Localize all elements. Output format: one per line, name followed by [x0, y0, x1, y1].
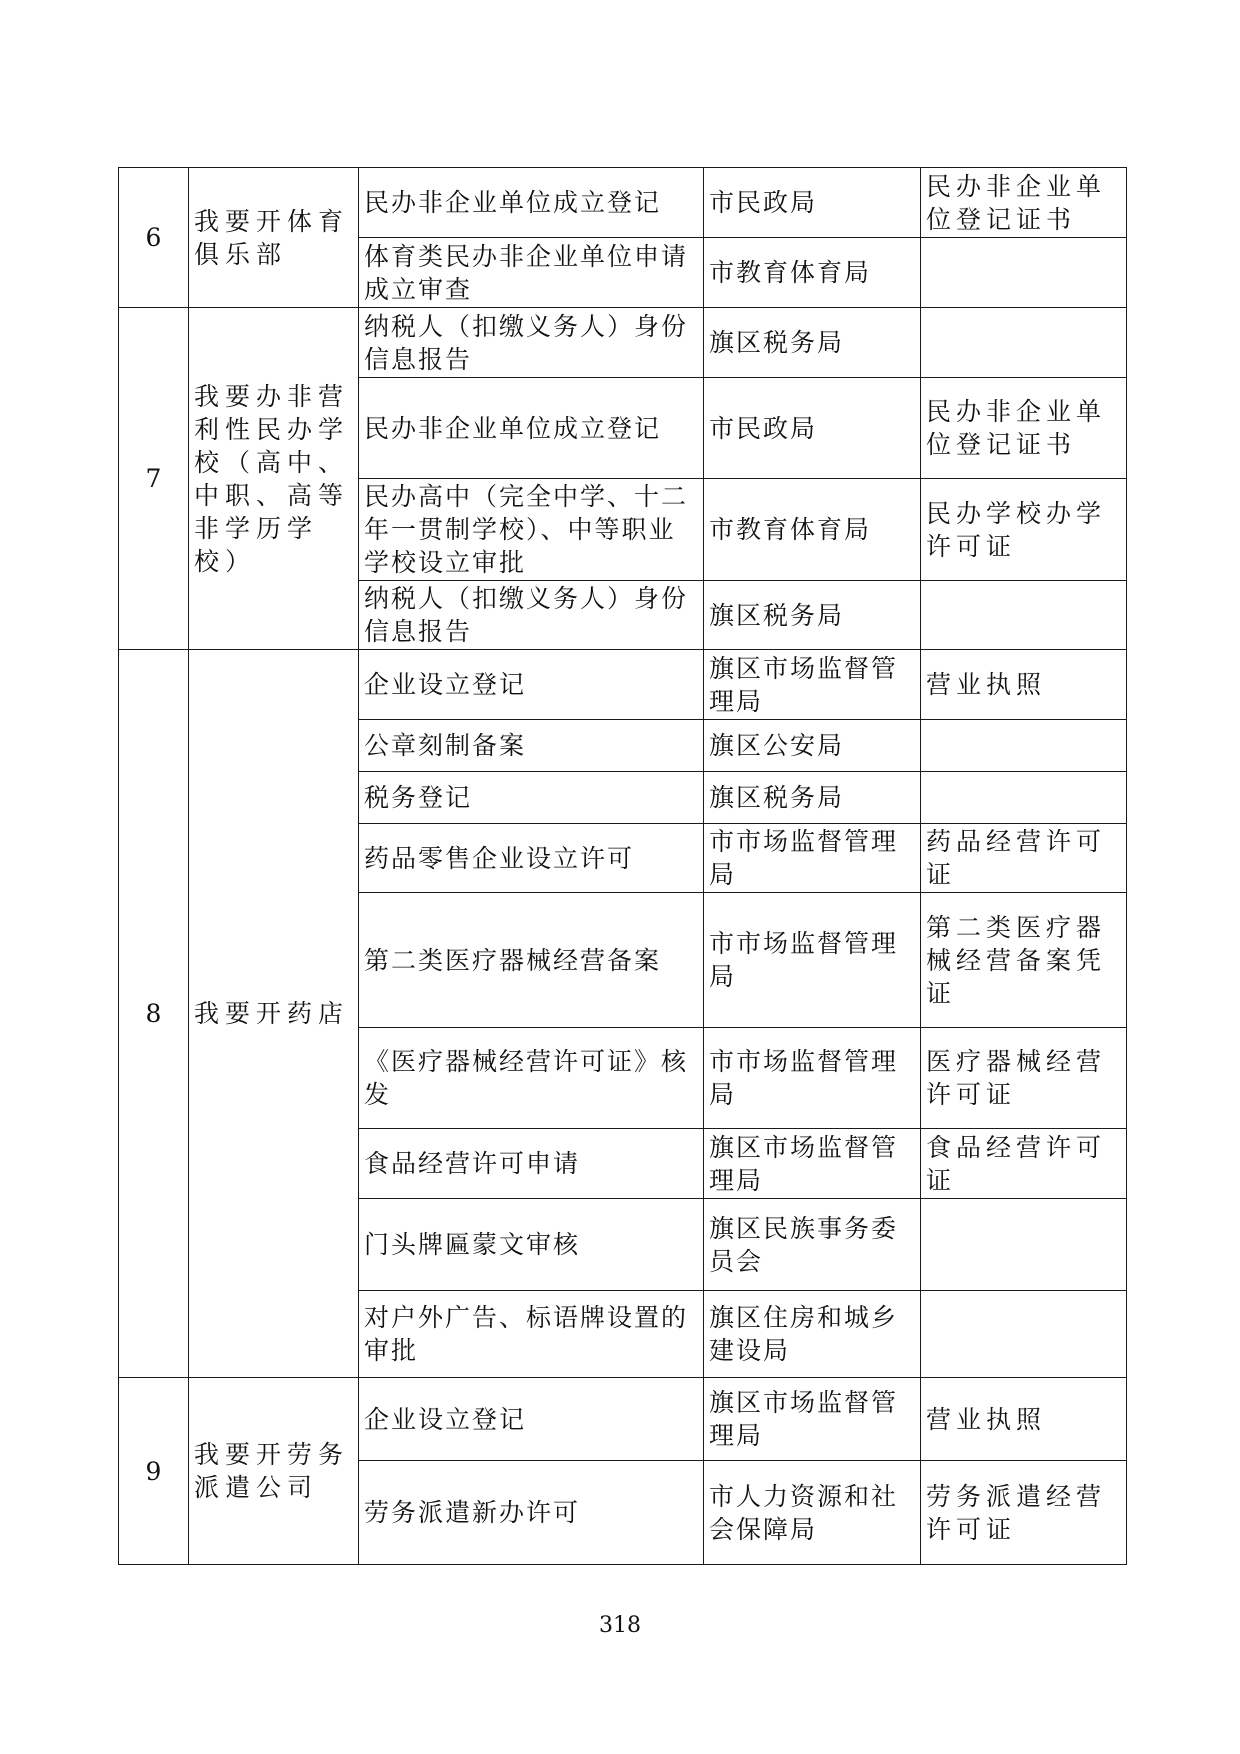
department-cell: 市民政局 — [704, 378, 921, 479]
row-number-cell: 8 — [119, 650, 189, 1378]
certificate-cell — [921, 772, 1127, 824]
matter-cell: 民办非企业单位成立登记 — [359, 168, 704, 238]
row-number-cell: 6 — [119, 168, 189, 308]
matter-cell: 企业设立登记 — [359, 1378, 704, 1461]
department-cell: 旗区市场监督管理局 — [704, 1129, 921, 1199]
matter-cell: 企业设立登记 — [359, 650, 704, 720]
page-number: 318 — [599, 1613, 641, 1638]
department-cell: 旗区住房和城乡建设局 — [704, 1291, 921, 1378]
certificate-cell: 民办非企业单位登记证书 — [921, 168, 1127, 238]
department-cell: 旗区市场监督管理局 — [704, 1378, 921, 1461]
matter-cell: 公章刻制备案 — [359, 720, 704, 772]
certificate-cell: 药品经营许可证 — [921, 824, 1127, 893]
certificate-cell: 劳务派遣经营许可证 — [921, 1461, 1127, 1565]
department-cell: 市教育体育局 — [704, 479, 921, 581]
matter-cell: 食品经营许可申请 — [359, 1129, 704, 1199]
matter-cell: 民办高中（完全中学、十二年一贯制学校）、中等职业学校设立审批 — [359, 479, 704, 581]
matter-cell: 第二类医疗器械经营备案 — [359, 893, 704, 1028]
certificate-cell: 医疗器械经营许可证 — [921, 1028, 1127, 1129]
table-row — [119, 168, 1127, 238]
table-row — [119, 308, 1127, 378]
matter-cell: 税务登记 — [359, 772, 704, 824]
table-row — [119, 1378, 1127, 1461]
certificate-cell: 营业执照 — [921, 650, 1127, 720]
table-body — [119, 168, 1127, 1565]
department-cell: 市市场监督管理局 — [704, 824, 921, 893]
department-cell: 旗区公安局 — [704, 720, 921, 772]
department-cell: 市民政局 — [704, 168, 921, 238]
certificate-cell — [921, 1199, 1127, 1291]
certificate-cell — [921, 581, 1127, 650]
certificate-cell: 第二类医疗器械经营备案凭证 — [921, 893, 1127, 1028]
certificate-cell: 食品经营许可证 — [921, 1129, 1127, 1199]
certificate-cell — [921, 1291, 1127, 1378]
certificate-cell: 民办学校办学许可证 — [921, 479, 1127, 581]
matter-cell: 民办非企业单位成立登记 — [359, 378, 704, 479]
matter-cell: 门头牌匾蒙文审核 — [359, 1199, 704, 1291]
matter-cell: 体育类民办非企业单位申请成立审查 — [359, 238, 704, 308]
certificate-cell: 民办非企业单位登记证书 — [921, 378, 1127, 479]
matter-cell: 纳税人（扣缴义务人）身份信息报告 — [359, 581, 704, 650]
certificate-cell: 营业执照 — [921, 1378, 1127, 1461]
scenario-cell: 我要开劳务派遣公司 — [189, 1378, 359, 1565]
scenario-cell: 我要开药店 — [189, 650, 359, 1378]
table-row — [119, 650, 1127, 720]
matter-cell: 《医疗器械经营许可证》核发 — [359, 1028, 704, 1129]
department-cell: 旗区税务局 — [704, 581, 921, 650]
department-cell: 市市场监督管理局 — [704, 1028, 921, 1129]
row-number-cell: 9 — [119, 1378, 189, 1565]
certificate-cell — [921, 720, 1127, 772]
certificate-cell — [921, 308, 1127, 378]
department-cell: 旗区税务局 — [704, 772, 921, 824]
matter-cell: 纳税人（扣缴义务人）身份信息报告 — [359, 308, 704, 378]
certificate-cell — [921, 238, 1127, 308]
department-cell: 旗区税务局 — [704, 308, 921, 378]
scenario-cell: 我要开体育俱乐部 — [189, 168, 359, 308]
matter-cell: 劳务派遣新办许可 — [359, 1461, 704, 1565]
department-cell: 市市场监督管理局 — [704, 893, 921, 1028]
department-cell: 市教育体育局 — [704, 238, 921, 308]
department-cell: 市人力资源和社会保障局 — [704, 1461, 921, 1565]
department-cell: 旗区市场监督管理局 — [704, 650, 921, 720]
scenario-cell: 我要办非营利性民办学校（高中、中职、高等非学历学校） — [189, 308, 359, 650]
matter-cell: 药品零售企业设立许可 — [359, 824, 704, 893]
row-number-cell: 7 — [119, 308, 189, 650]
department-cell: 旗区民族事务委员会 — [704, 1199, 921, 1291]
services-table — [118, 167, 1127, 1565]
matter-cell: 对户外广告、标语牌设置的审批 — [359, 1291, 704, 1378]
